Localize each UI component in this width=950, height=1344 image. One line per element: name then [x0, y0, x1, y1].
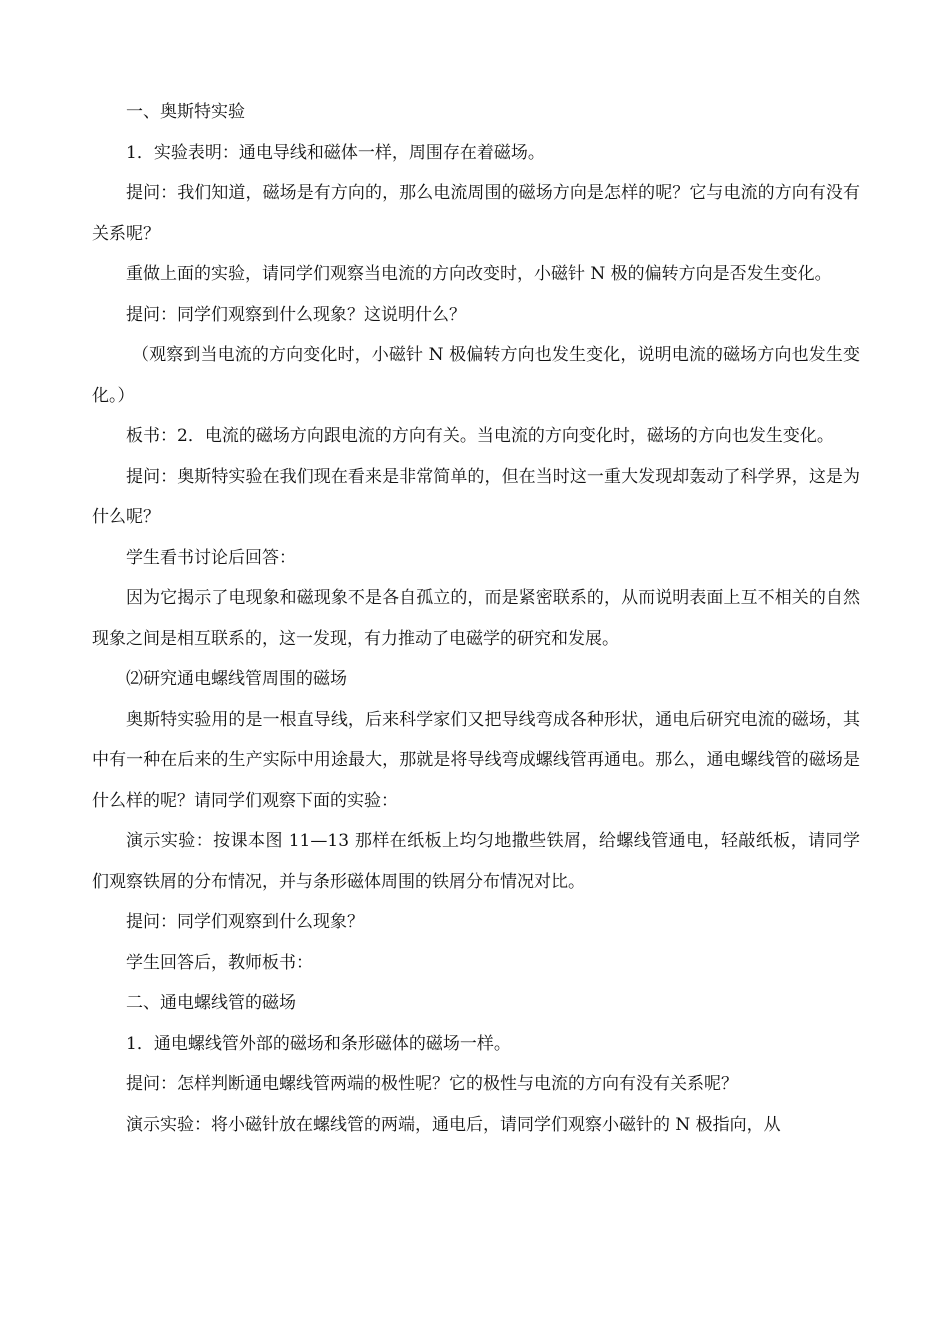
paragraph: 因为它揭示了电现象和磁现象不是各自孤立的，而是紧密联系的，从而说明表面上互不相关的自然现象之间是相互联系的，这一发现，有力推动了电磁学的研究和发展。: [92, 588, 860, 649]
paragraph: 提问：同学们观察到什么现象？这说明什么？: [126, 304, 466, 325]
paragraph: 1．通电螺线管外部的磁场和条形磁体的磁场一样。: [126, 1033, 511, 1054]
paragraph: 提问：我们知道，磁场是有方向的，那么电流周围的磁场方向是怎样的呢？它与电流的方向有没有关系呢？: [92, 183, 860, 244]
document-body: [92, 92, 860, 1145]
paragraph: 学生回答后，教师板书：: [126, 952, 313, 973]
section-heading-solenoid-field: 二、通电螺线管的磁场: [126, 993, 296, 1013]
paragraph: 学生看书讨论后回答：: [126, 547, 296, 568]
paragraph: 提问：同学们观察到什么现象？: [126, 912, 364, 932]
subsection-heading-solenoid: ⑵研究通电螺线管周围的磁场: [126, 669, 347, 689]
paragraph: 演示实验：将小磁针放在螺线管的两端，通电后，请同学们观察小磁针的 N 极指向，从: [126, 1114, 781, 1135]
paragraph: 奥斯特实验用的是一根直导线，后来科学家们又把导线弯成各种形状，通电后研究电流的磁场，其中有一种在后来的生产实际中用途最大，那就是将导线弯成螺线管再通电。那么，通电螺线管的磁场是什么样的呢？请同学们观察下面的实验：: [92, 709, 860, 811]
paragraph: 演示实验：按课本图 11—13 那样在纸板上均匀地撒些铁屑，给螺线管通电，轻敲纸板，请同学们观察铁屑的分布情况，并与条形磁体周围的铁屑分布情况对比。: [92, 831, 860, 892]
section-heading-oersted: 一、奥斯特实验: [126, 102, 245, 122]
paragraph: （观察到当电流的方向变化时，小磁针 N 极偏转方向也发生变化，说明电流的磁场方向也发生变化。）: [92, 345, 860, 406]
paragraph: 板书：2．电流的磁场方向跟电流的方向有关。当电流的方向变化时，磁场的方向也发生变化。: [126, 426, 834, 446]
paragraph: 1．实验表明：通电导线和磁体一样，周围存在着磁场。: [126, 142, 545, 163]
paragraph: 提问：怎样判断通电螺线管两端的极性呢？它的极性与电流的方向有没有关系呢？: [126, 1074, 738, 1094]
paragraph: 重做上面的实验，请同学们观察当电流的方向改变时，小磁针 N 极的偏转方向是否发生变化。: [126, 264, 832, 284]
paragraph: 提问：奥斯特实验在我们现在看来是非常简单的，但在当时这一重大发现却轰动了科学界，这是为什么呢？: [92, 466, 860, 527]
